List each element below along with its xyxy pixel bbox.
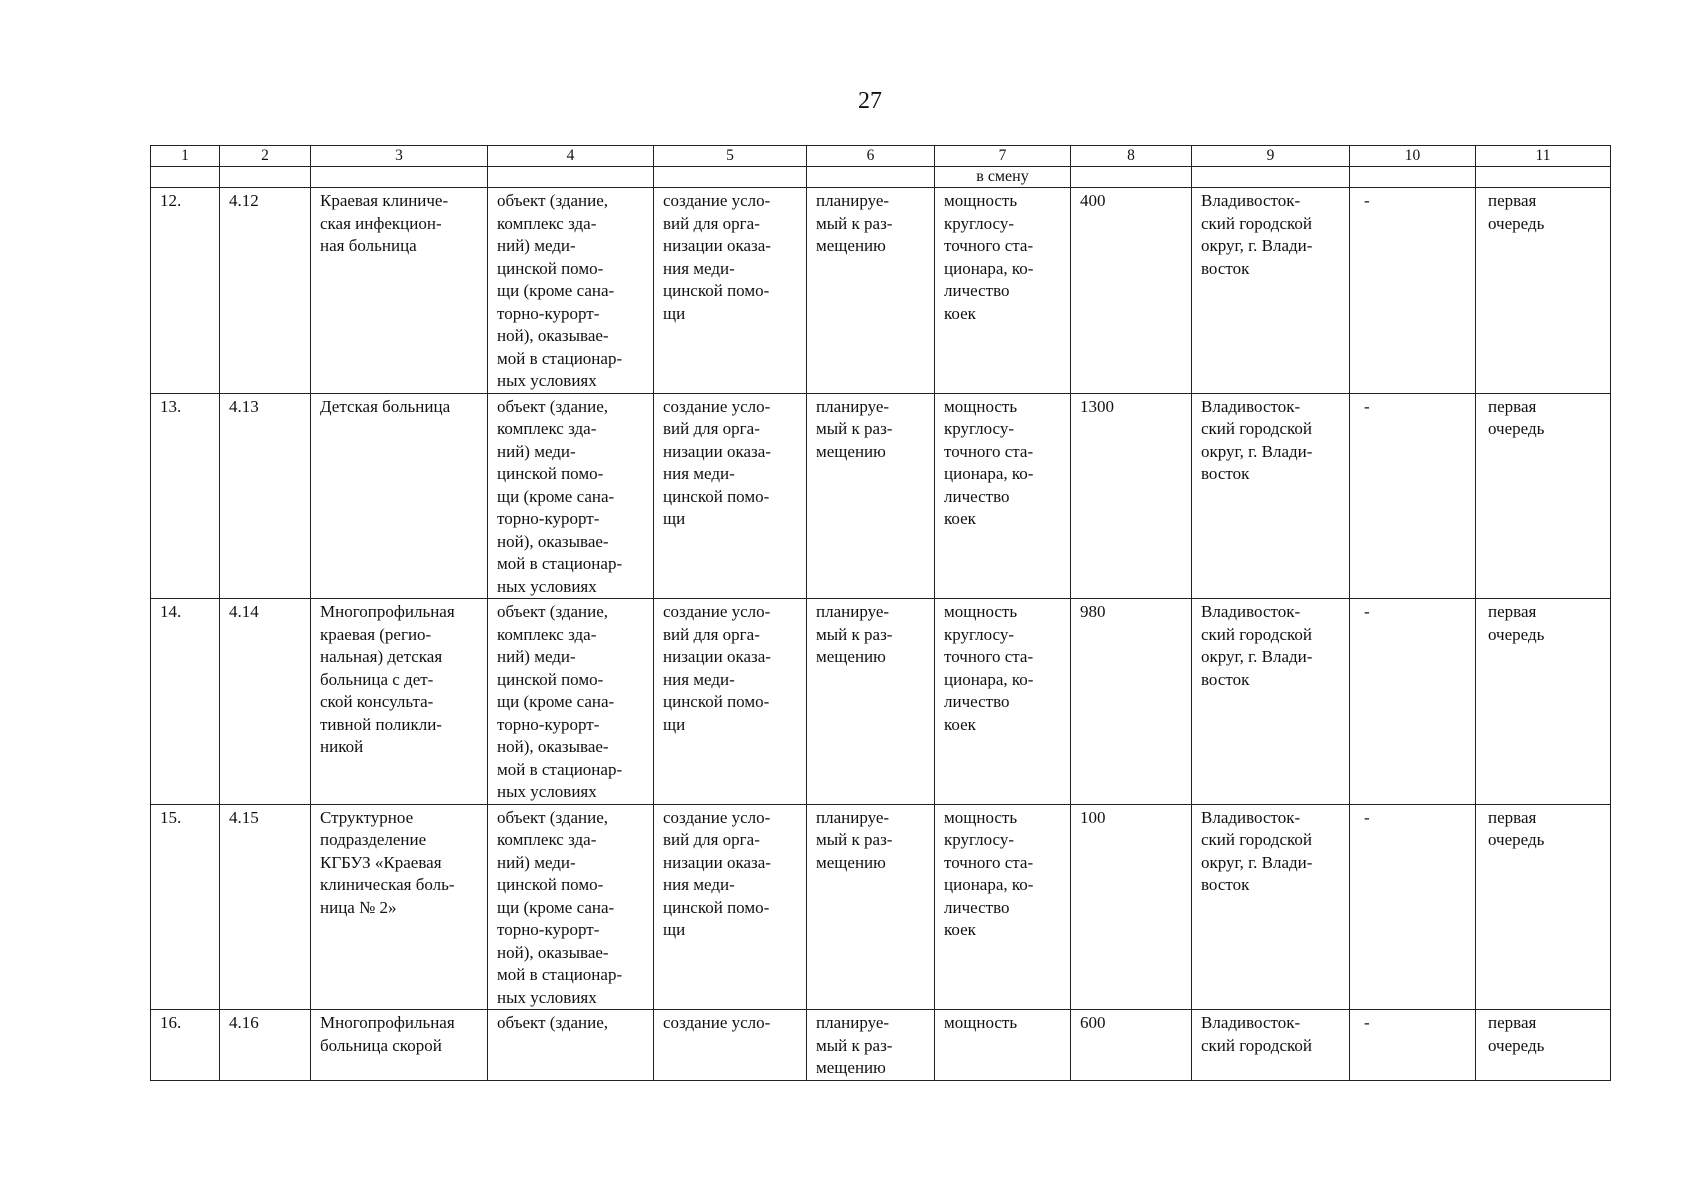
object-code: 4.14	[220, 599, 311, 805]
object-name: Детская больница	[311, 393, 488, 599]
capacity-description: мощность	[935, 1010, 1071, 1081]
table-row	[151, 804, 1611, 1010]
object-code: 4.15	[220, 804, 311, 1010]
object-purpose: создание усло- вий для орга- низации оказа- ния меди- цинской помо- щи	[654, 393, 807, 599]
object-code: 4.16	[220, 1010, 311, 1081]
object-type: объект (здание, комплекс зда- ний) меди- цинской помо- щи (кроме сана- торно-курорт- ной), оказывае- мой в стационар- ных условиях	[488, 804, 654, 1010]
capacity-value: 100	[1071, 804, 1192, 1010]
capacity-description: мощность круглосу- точного ста- ционара, ко- личество коек	[935, 804, 1071, 1010]
column-number-cell: 7	[935, 146, 1071, 167]
objects-table	[150, 145, 1611, 1081]
capacity-value: 1300	[1071, 393, 1192, 599]
capacity-description: мощность круглосу- точного ста- ционара, ко- личество коек	[935, 599, 1071, 805]
object-name: Многопрофильная больница скорой	[311, 1010, 488, 1081]
object-type: объект (здание, комплекс зда- ний) меди- цинской помо- щи (кроме сана- торно-курорт- ной), оказывае- мой в стационар- ных условиях	[488, 599, 654, 805]
zone-value: -	[1350, 188, 1476, 394]
column-number-cell: 10	[1350, 146, 1476, 167]
object-type: объект (здание,	[488, 1010, 654, 1081]
implementation-queue: первая очередь	[1476, 1010, 1611, 1081]
object-status: планируе- мый к раз- мещению	[807, 599, 935, 805]
column-number-cell: 8	[1071, 146, 1192, 167]
zone-value: -	[1350, 393, 1476, 599]
object-status: планируе- мый к раз- мещению	[807, 1010, 935, 1081]
object-code: 4.12	[220, 188, 311, 394]
object-name: Краевая клиниче- ская инфекцион- ная больница	[311, 188, 488, 394]
continuation-cell	[1071, 167, 1192, 188]
continuation-cell	[1350, 167, 1476, 188]
column-number-cell: 1	[151, 146, 220, 167]
object-name: Многопрофильная краевая (регио- нальная) детская больница с дет- ской консульта- тивной поликли- никой	[311, 599, 488, 805]
object-code: 4.13	[220, 393, 311, 599]
table-row	[151, 393, 1611, 599]
continuation-cell	[1192, 167, 1350, 188]
object-location: Владивосток- ский городской округ, г. Влади- восток	[1192, 599, 1350, 805]
capacity-description: мощность круглосу- точного ста- ционара, ко- личество коек	[935, 188, 1071, 394]
object-location: Владивосток- ский городской	[1192, 1010, 1350, 1081]
object-purpose: создание усло- вий для орга- низации оказа- ния меди- цинской помо- щи	[654, 599, 807, 805]
zone-value: -	[1350, 1010, 1476, 1081]
continuation-cell	[151, 167, 220, 188]
continuation-cell: в смену	[935, 167, 1071, 188]
column-number-cell: 3	[311, 146, 488, 167]
object-location: Владивосток- ский городской округ, г. Влади- восток	[1192, 393, 1350, 599]
object-purpose: создание усло- вий для орга- низации оказа- ния меди- цинской помо- щи	[654, 804, 807, 1010]
object-location: Владивосток- ский городской округ, г. Влади- восток	[1192, 188, 1350, 394]
continuation-cell	[807, 167, 935, 188]
column-number-cell: 9	[1192, 146, 1350, 167]
object-name: Структурное подразделение КГБУЗ «Краевая клиническая боль- ница № 2»	[311, 804, 488, 1010]
continuation-cell	[311, 167, 488, 188]
object-status: планируе- мый к раз- мещению	[807, 393, 935, 599]
column-number-cell: 11	[1476, 146, 1611, 167]
object-type: объект (здание, комплекс зда- ний) меди- цинской помо- щи (кроме сана- торно-курорт- ной), оказывае- мой в стационар- ных условиях	[488, 393, 654, 599]
object-status: планируе- мый к раз- мещению	[807, 804, 935, 1010]
object-location: Владивосток- ский городской округ, г. Влади- восток	[1192, 804, 1350, 1010]
object-purpose: создание усло- вий для орга- низации оказа- ния меди- цинской помо- щи	[654, 188, 807, 394]
column-number-cell: 5	[654, 146, 807, 167]
implementation-queue: первая очередь	[1476, 804, 1611, 1010]
object-purpose: создание усло-	[654, 1010, 807, 1081]
table-row	[151, 188, 1611, 394]
continuation-cell	[488, 167, 654, 188]
zone-value: -	[1350, 599, 1476, 805]
row-number: 12.	[151, 188, 220, 394]
capacity-description: мощность круглосу- точного ста- ционара, ко- личество коек	[935, 393, 1071, 599]
capacity-value: 600	[1071, 1010, 1192, 1081]
column-number-cell: 2	[220, 146, 311, 167]
capacity-value: 400	[1071, 188, 1192, 394]
column-number-cell: 6	[807, 146, 935, 167]
implementation-queue: первая очередь	[1476, 188, 1611, 394]
table-row	[151, 599, 1611, 805]
object-status: планируе- мый к раз- мещению	[807, 188, 935, 394]
continuation-cell	[654, 167, 807, 188]
row-number: 13.	[151, 393, 220, 599]
column-number-cell: 4	[488, 146, 654, 167]
implementation-queue: первая очередь	[1476, 599, 1611, 805]
row-number: 14.	[151, 599, 220, 805]
column-number-row	[151, 146, 1611, 167]
zone-value: -	[1350, 804, 1476, 1010]
capacity-value: 980	[1071, 599, 1192, 805]
continuation-cell	[220, 167, 311, 188]
implementation-queue: первая очередь	[1476, 393, 1611, 599]
object-type: объект (здание, комплекс зда- ний) меди- цинской помо- щи (кроме сана- торно-курорт- ной), оказывае- мой в стационар- ных условиях	[488, 188, 654, 394]
row-number: 16.	[151, 1010, 220, 1081]
table-row	[151, 1010, 1611, 1081]
page-number: 27	[858, 88, 882, 114]
row-number: 15.	[151, 804, 220, 1010]
continuation-row	[151, 167, 1611, 188]
continuation-cell	[1476, 167, 1611, 188]
